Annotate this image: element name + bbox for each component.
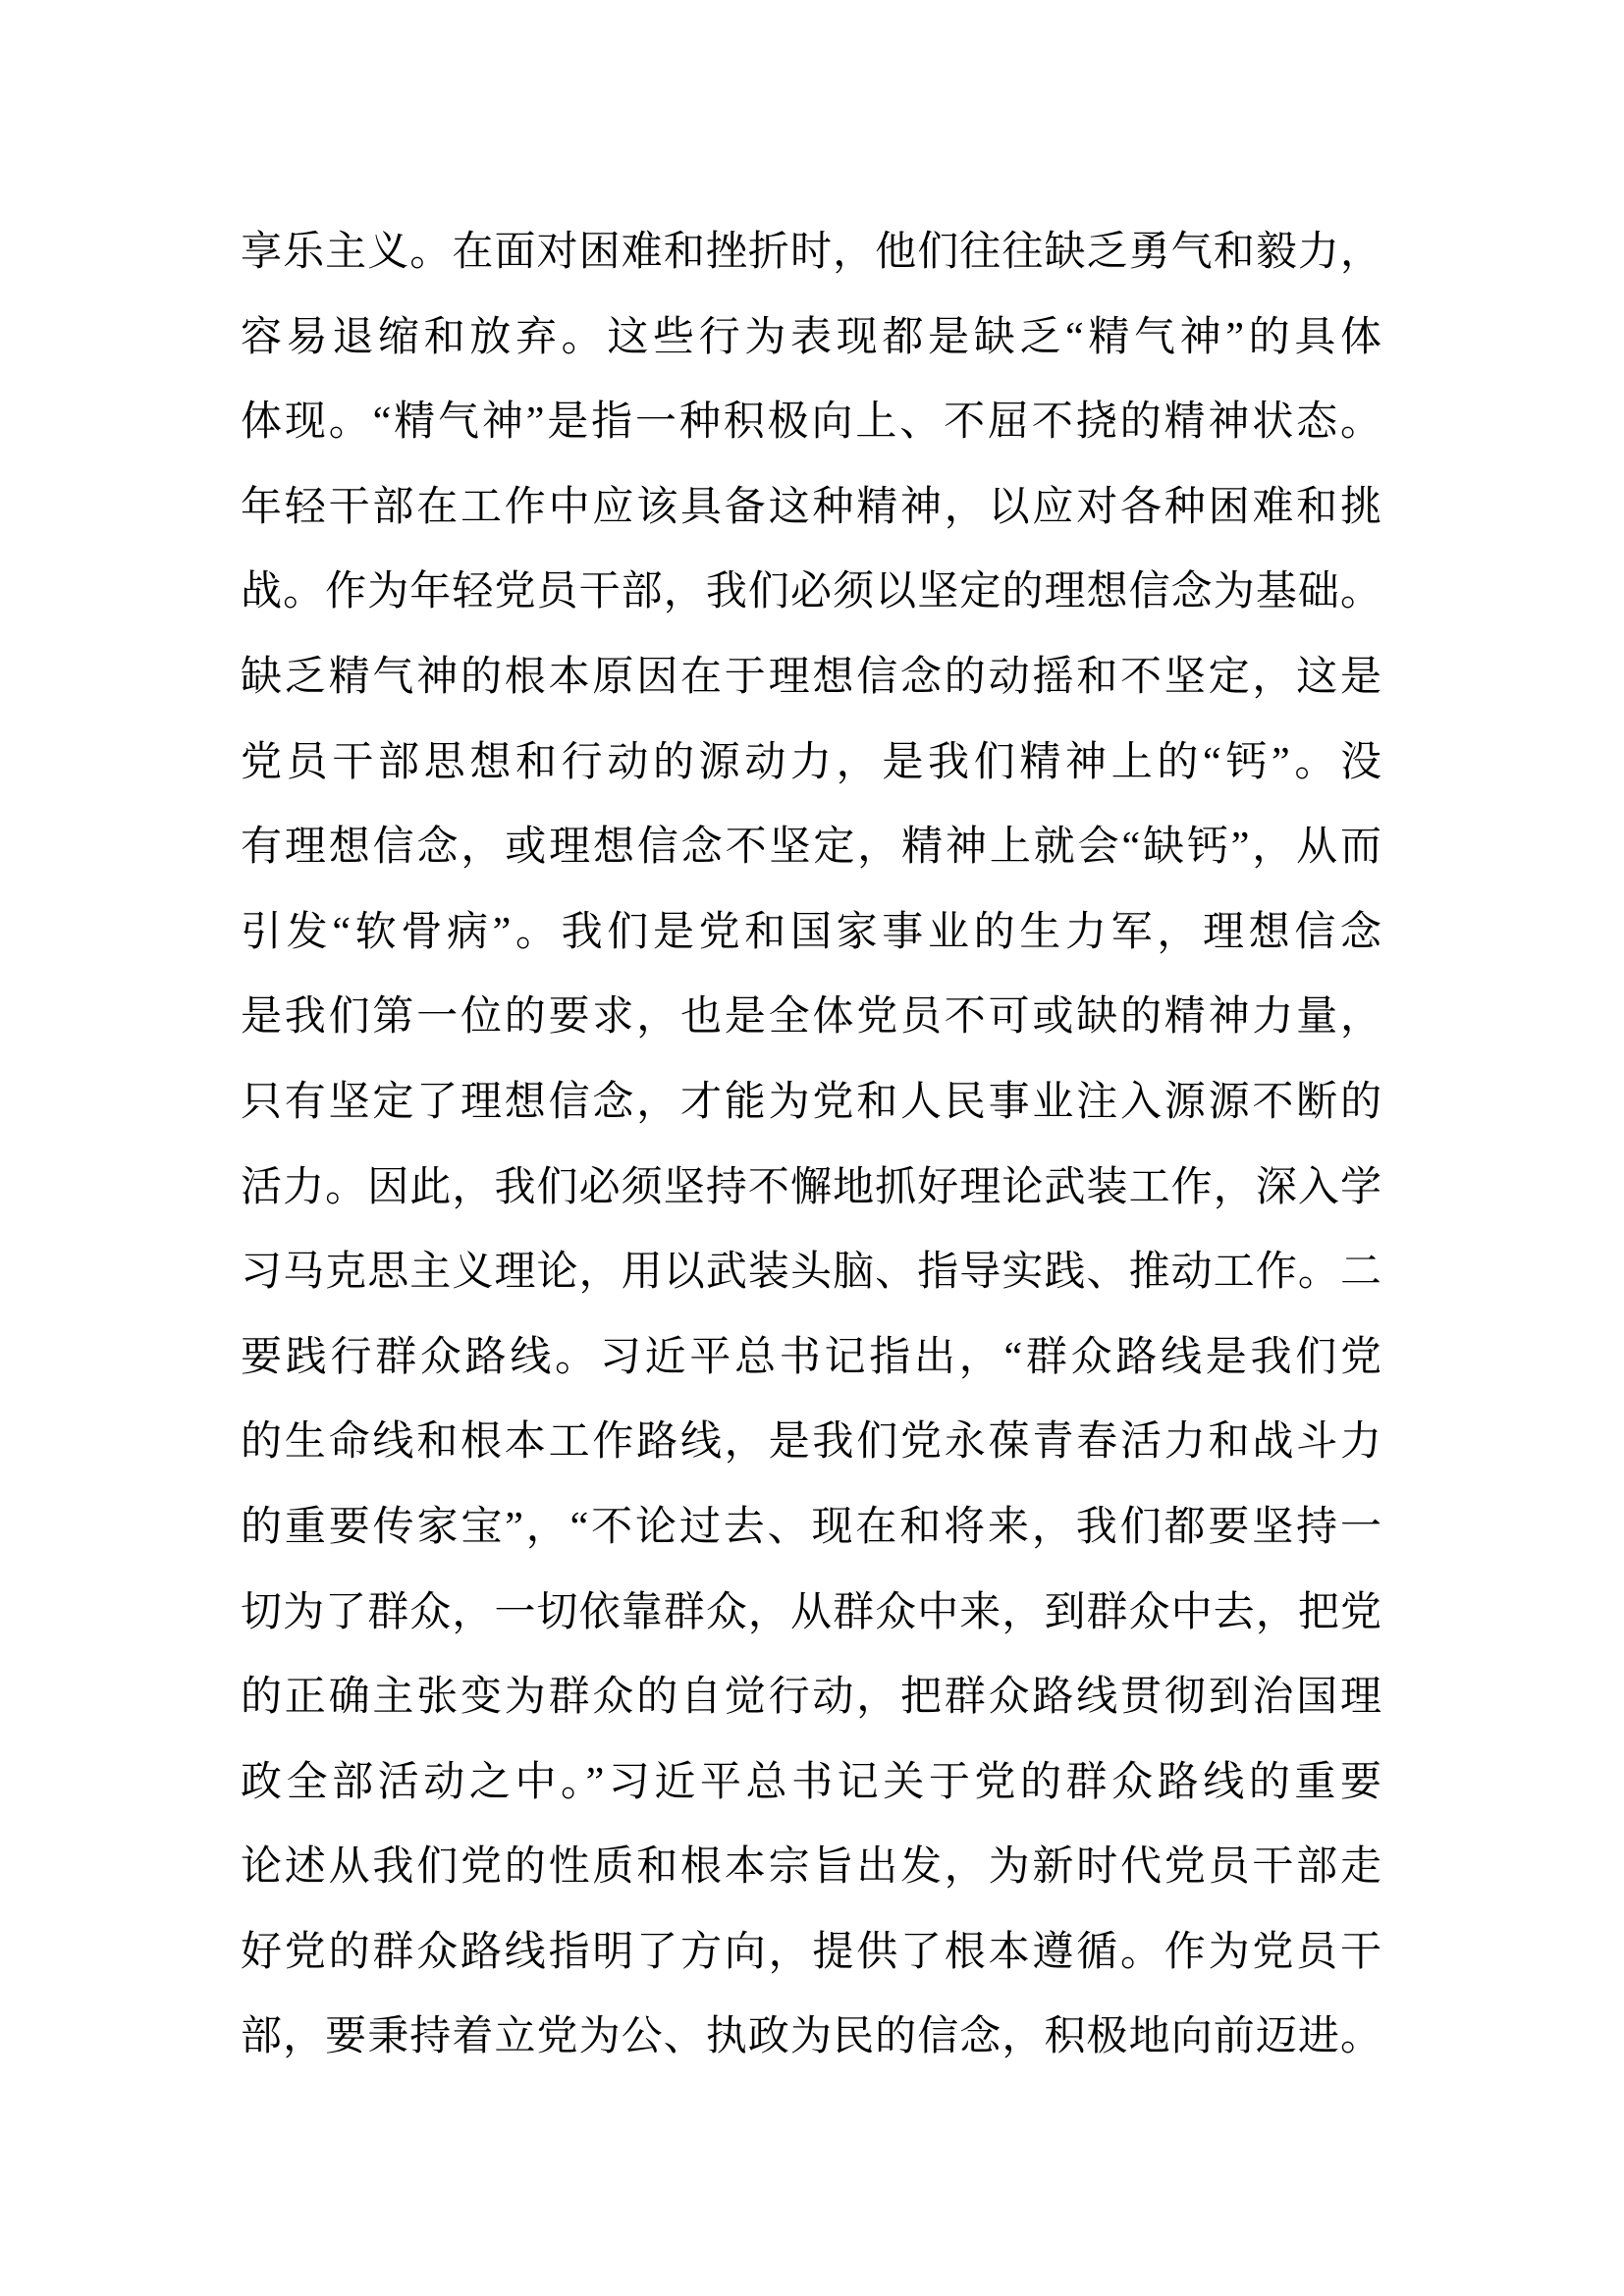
text-line: 的正确主张变为群众的自觉行动，把群众路线贯彻到治国理 <box>241 1675 1381 1721</box>
text-line: 的重要传家宝”，“不论过去、现在和将来，我们都要坚持一 <box>241 1504 1381 1550</box>
document-body <box>241 210 1381 2080</box>
text-line: 论述从我们党的性质和根本宗旨出发，为新时代党员干部走 <box>241 1844 1381 1891</box>
text-line: 战。作为年轻党员干部，我们必须以坚定的理想信念为基础。 <box>241 569 1381 615</box>
text-line: 年轻干部在工作中应该具备这种精神，以应对各种困难和挑 <box>241 484 1381 530</box>
text-line: 好党的群众路线指明了方向，提供了根本遵循。作为党员干 <box>241 1929 1381 1975</box>
text-line: 切为了群众，一切依靠群众，从群众中来，到群众中去，把党 <box>241 1589 1381 1635</box>
text-line: 是我们第一位的要求，也是全体党员不可或缺的精神力量， <box>241 994 1381 1041</box>
text-line: 政全部活动之中。”习近平总书记关于党的群众路线的重要 <box>241 1759 1381 1805</box>
text-line: 引发“软骨病”。我们是党和国家事业的生力军，理想信念 <box>241 909 1381 955</box>
text-line: 要践行群众路线。习近平总书记指出，“群众路线是我们党 <box>241 1334 1381 1380</box>
text-line: 享乐主义。在面对困难和挫折时，他们往往缺乏勇气和毅力， <box>241 230 1381 275</box>
text-line: 党员干部思想和行动的源动力，是我们精神上的“钙”。没 <box>241 739 1381 785</box>
text-line: 的生命线和根本工作路线，是我们党永葆青春活力和战斗力 <box>241 1419 1381 1466</box>
text-line: 部，要秉持着立党为公、执政为民的信念，积极地向前迈进。 <box>241 2014 1381 2060</box>
text-line: 只有坚定了理想信念，才能为党和人民事业注入源源不断的 <box>241 1079 1381 1125</box>
text-line: 习马克思主义理论，用以武装头脑、指导实践、推动工作。二 <box>241 1250 1381 1296</box>
text-line: 活力。因此，我们必须坚持不懈地抓好理论武装工作，深入学 <box>241 1164 1381 1210</box>
text-line: 有理想信念，或理想信念不坚定，精神上就会“缺钙”，从而 <box>241 825 1381 871</box>
text-line: 缺乏精气神的根本原因在于理想信念的动摇和不坚定，这是 <box>241 654 1381 700</box>
text-line: 容易退缩和放弃。这些行为表现都是缺乏“精气神”的具体 <box>241 314 1381 360</box>
text-line: 体现。“精气神”是指一种积极向上、不屈不挠的精神状态。 <box>241 400 1381 446</box>
